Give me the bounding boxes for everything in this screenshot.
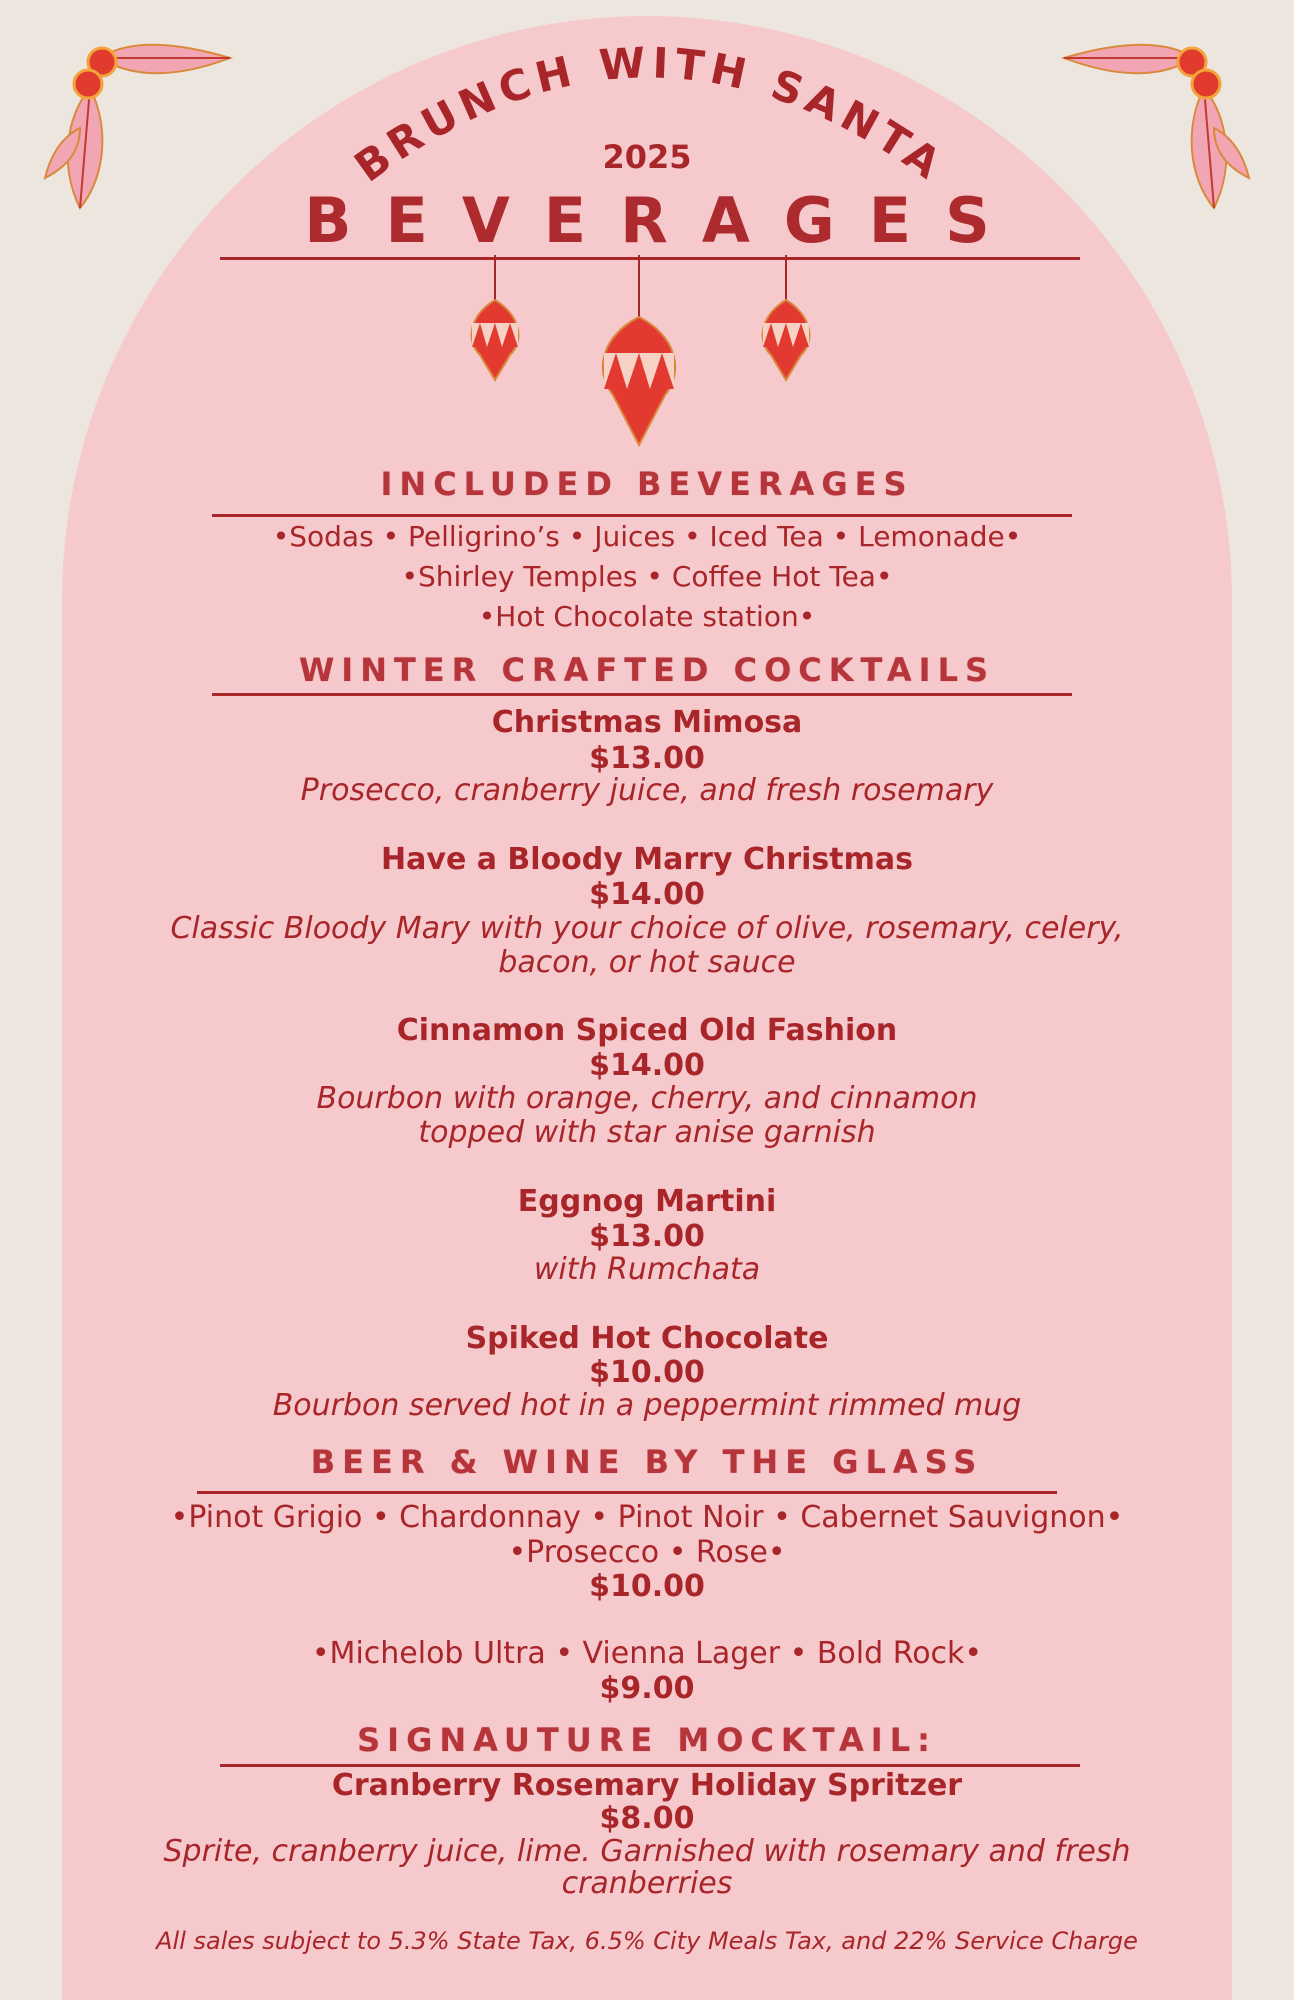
page-title: BEVERAGES [304, 184, 1024, 257]
mocktail-name: Cranberry Rosemary Holiday Spritzer [331, 1768, 963, 1803]
mocktail-desc: cranberries [561, 1866, 733, 1901]
beer-wine-divider [197, 1491, 1057, 1494]
wine-price: $10.00 [589, 1569, 705, 1604]
mocktail-desc: Sprite, cranberry juice, lime. Garnished with rosemary and fresh [163, 1834, 1131, 1869]
cocktail-name: Christmas Mimosa [491, 705, 803, 740]
cocktail-name: Cinnamon Spiced Old Fashion [396, 1013, 898, 1048]
cocktail-desc: Prosecco, cranberry juice, and fresh rosemary [300, 773, 994, 808]
cocktail-name: Eggnog Martini [517, 1184, 777, 1219]
cocktail-desc: Classic Bloody Mary with your choice of olive, rosemary, celery, [170, 911, 1124, 946]
tax-footnote: All sales subject to 5.3% State Tax, 6.5% City Meals Tax, and 22% Service Charge [156, 1927, 1138, 1955]
cocktail-desc: with Rumchata [533, 1252, 761, 1287]
included-line: •Sodas • Pelligrino’s • Juices • Iced Tea • Lemonade• [272, 520, 1022, 553]
ornament-icon [603, 255, 675, 445]
cocktail-desc: topped with star anise garnish [418, 1115, 876, 1150]
included-line: •Hot Chocolate station• [478, 600, 816, 633]
ornament-icon [472, 255, 519, 380]
year-label: 2025 [602, 138, 692, 176]
cocktail-name: Have a Bloody Marry Christmas [381, 842, 913, 877]
cocktail-price: $14.00 [589, 877, 705, 912]
mocktail-heading: SIGNAUTURE MOCKTAIL: [357, 1721, 937, 1759]
ornaments [450, 255, 830, 455]
cocktail-name: Spiked Hot Chocolate [465, 1321, 829, 1356]
included-line: •Shirley Temples • Coffee Hot Tea• [401, 560, 893, 593]
cocktails-heading: WINTER CRAFTED COCKTAILS [298, 651, 995, 689]
cocktail-desc: Bourbon served hot in a peppermint rimmed mug [272, 1388, 1022, 1423]
beer-line: •Michelob Ultra • Vienna Lager • Bold Rock• [311, 1636, 983, 1671]
cocktail-price: $13.00 [589, 1219, 705, 1254]
wine-line: •Pinot Grigio • Chardonnay • Pinot Noir • Cabernet Sauvignon• [170, 1500, 1124, 1535]
included-divider [212, 514, 1072, 517]
cocktails-divider [212, 693, 1072, 696]
mocktail-price: $8.00 [599, 1801, 695, 1836]
cocktail-desc: bacon, or hot sauce [498, 945, 796, 980]
event-title: BRUNCH WITH SANTA [345, 37, 955, 192]
beer-wine-heading: BEER & WINE BY THE GLASS [310, 1443, 984, 1481]
beer-price: $9.00 [599, 1671, 695, 1706]
included-heading: INCLUDED BEVERAGES [380, 465, 914, 503]
wine-line: •Prosecco • Rose• [508, 1535, 786, 1570]
cocktail-price: $13.00 [589, 741, 705, 776]
cocktail-price: $14.00 [589, 1048, 705, 1083]
cocktail-price: $10.00 [589, 1355, 705, 1390]
cocktail-desc: Bourbon with orange, cherry, and cinnamon [316, 1081, 978, 1116]
mocktail-divider [220, 1764, 1080, 1767]
ornament-icon [763, 255, 810, 380]
